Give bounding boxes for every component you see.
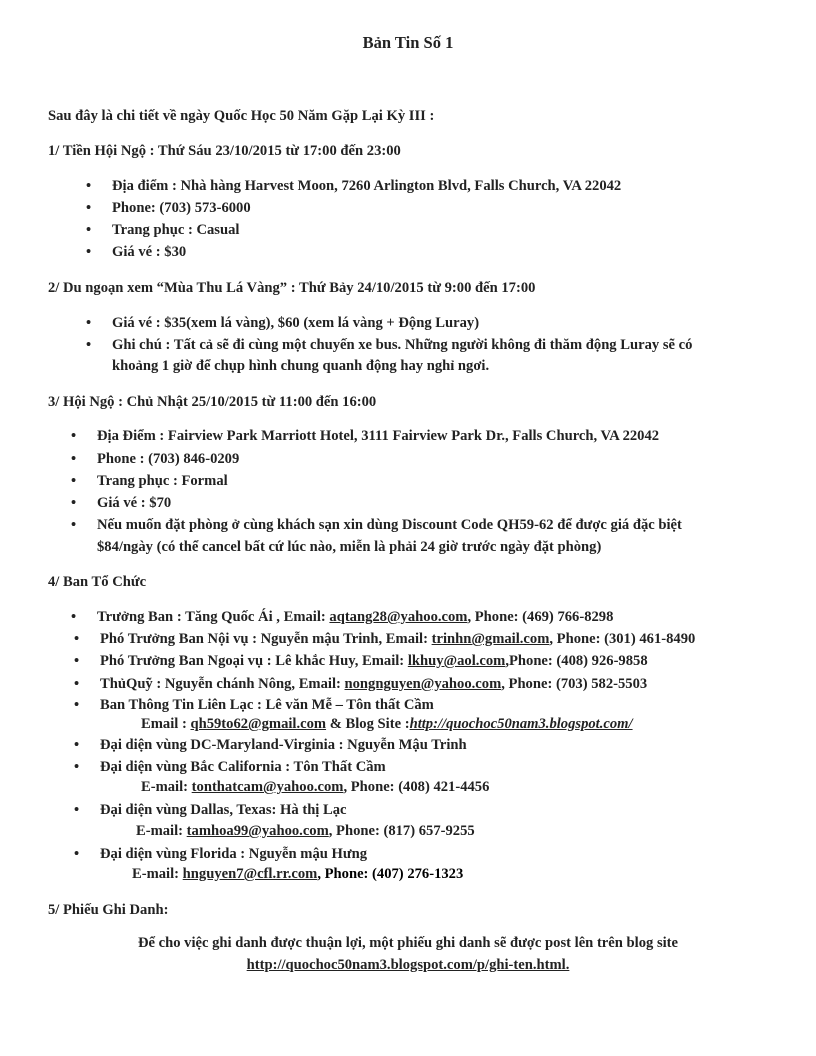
list-item: • Phone : (703) 846-0209 xyxy=(97,451,239,468)
list-item: • Giá vé : $70 xyxy=(97,495,171,512)
email-link[interactable]: hnguyen7@cfl.rr.com xyxy=(182,866,318,882)
section-2-heading: 2/ Du ngoạn xem “Mùa Thu Lá Vàng” : Thứ Bảy 24/10/2015 từ 9:00 đến 17:00 xyxy=(48,280,536,296)
committee-row: • Ban Thông Tin Liên Lạc : Lê văn Mễ – Tôn thất Cầm xyxy=(100,697,434,714)
list-item: • Nếu muốn đặt phòng ở cùng khách sạn xin dùng Discount Code QH59-62 để được giá đặc biệt xyxy=(97,517,682,534)
email-link[interactable]: nongnguyen@yahoo.com xyxy=(344,676,502,692)
committee-row-continuation: E-mail: tonthatcam@yahoo.com, Phone: (408) 421-4456 xyxy=(141,779,490,795)
committee-row: • ThủQuỹ : Nguyễn chánh Nông, Email: nongnguyen@yahoo.com, Phone: (703) 582-5503 xyxy=(100,676,647,693)
committee-row-continuation: E-mail: tamhoa99@yahoo.com, Phone: (817) 657-9255 xyxy=(136,823,475,839)
list-item-continuation: khoảng 1 giờ để chụp hình chung quanh động hay nghỉ ngơi. xyxy=(112,358,490,374)
list-item: • Trang phục : Formal xyxy=(97,473,228,490)
committee-row: • Phó Trưởng Ban Ngoại vụ : Lê khắc Huy, Email: lkhuy@aol.com,Phone: (408) 926-9858 xyxy=(100,653,648,670)
registration-text: Để cho việc ghi danh được thuận lợi, một phiếu ghi danh sẽ được post lên trên blog site xyxy=(137,935,679,951)
email-link[interactable]: aqtang28@yahoo.com xyxy=(329,609,468,625)
list-item: • Địa điểm : Nhà hàng Harvest Moon, 7260 Arlington Blvd, Falls Church, VA 22042 xyxy=(112,178,621,195)
section-4-heading: 4/ Ban Tổ Chức xyxy=(48,574,147,590)
email-link[interactable]: tamhoa99@yahoo.com xyxy=(186,823,329,839)
committee-row: • Phó Trưởng Ban Nội vụ : Nguyễn mậu Trinh, Email: trinhn@gmail.com, Phone: (301) 461-8490 xyxy=(100,631,695,648)
committee-row-continuation: E-mail: hnguyen7@cfl.rr.com, Phone: (407) 276-1323 xyxy=(132,866,464,882)
email-link[interactable]: qh59to62@gmail.com xyxy=(190,716,327,732)
committee-row: • Đại diện vùng Bắc California : Tôn Thất Cầm xyxy=(100,759,386,776)
email-link[interactable]: tonthatcam@yahoo.com xyxy=(191,779,344,795)
committee-row-continuation: Email : qh59to62@gmail.com & Blog Site :http://quochoc50nam3.blogspot.com/ xyxy=(141,716,633,732)
committee-row: • Đại diện vùng Florida : Nguyễn mậu Hưng xyxy=(100,846,367,863)
section-1-heading: 1/ Tiền Hội Ngộ : Thứ Sáu 23/10/2015 từ 17:00 đến 23:00 xyxy=(48,143,401,159)
committee-row: • Trưởng Ban : Tăng Quốc Ái , Email: aqtang28@yahoo.com, Phone: (469) 766-8298 xyxy=(97,609,613,626)
section-5-heading: 5/ Phiếu Ghi Danh: xyxy=(48,902,169,918)
list-item: • Trang phục : Casual xyxy=(112,222,239,239)
page-title: Bản Tin Số 1 xyxy=(362,33,454,52)
committee-row: • Đại diện vùng DC-Maryland-Virginia : Nguyễn Mậu Trinh xyxy=(100,737,467,754)
list-item-continuation: $84/ngày (có thể cancel bất cứ lúc nào, miễn là phải 24 giờ trước ngày đặt phòng) xyxy=(97,539,602,555)
blog-link[interactable]: http://quochoc50nam3.blogspot.com/ xyxy=(409,716,633,732)
registration-link[interactable]: http://quochoc50nam3.blogspot.com/p/ghi-ten.html. xyxy=(246,957,570,973)
registration-link-row xyxy=(0,957,816,974)
list-item: • Giá vé : $30 xyxy=(112,244,186,261)
committee-row: • Đại diện vùng Dallas, Texas: Hà thị Lạc xyxy=(100,802,347,819)
list-item: • Ghi chú : Tất cả sẽ đi cùng một chuyến xe bus. Những người không đi thăm động Luray sẽ có xyxy=(112,337,692,354)
list-item: • Phone: (703) 573-6000 xyxy=(112,200,251,217)
intro-text: Sau đây là chi tiết về ngày Quốc Học 50 Năm Gặp Lại Kỳ III : xyxy=(48,108,435,124)
list-item: • Địa Điểm : Fairview Park Marriott Hotel, 3111 Fairview Park Dr., Falls Church, VA 22042 xyxy=(97,428,659,445)
email-link[interactable]: lkhuy@aol.com xyxy=(407,653,506,669)
section-3-heading: 3/ Hội Ngộ : Chủ Nhật 25/10/2015 từ 11:00 đến 16:00 xyxy=(48,394,377,410)
list-item: • Giá vé : $35(xem lá vàng), $60 (xem lá vàng + Động Luray) xyxy=(112,315,479,332)
email-link[interactable]: trinhn@gmail.com xyxy=(431,631,550,647)
